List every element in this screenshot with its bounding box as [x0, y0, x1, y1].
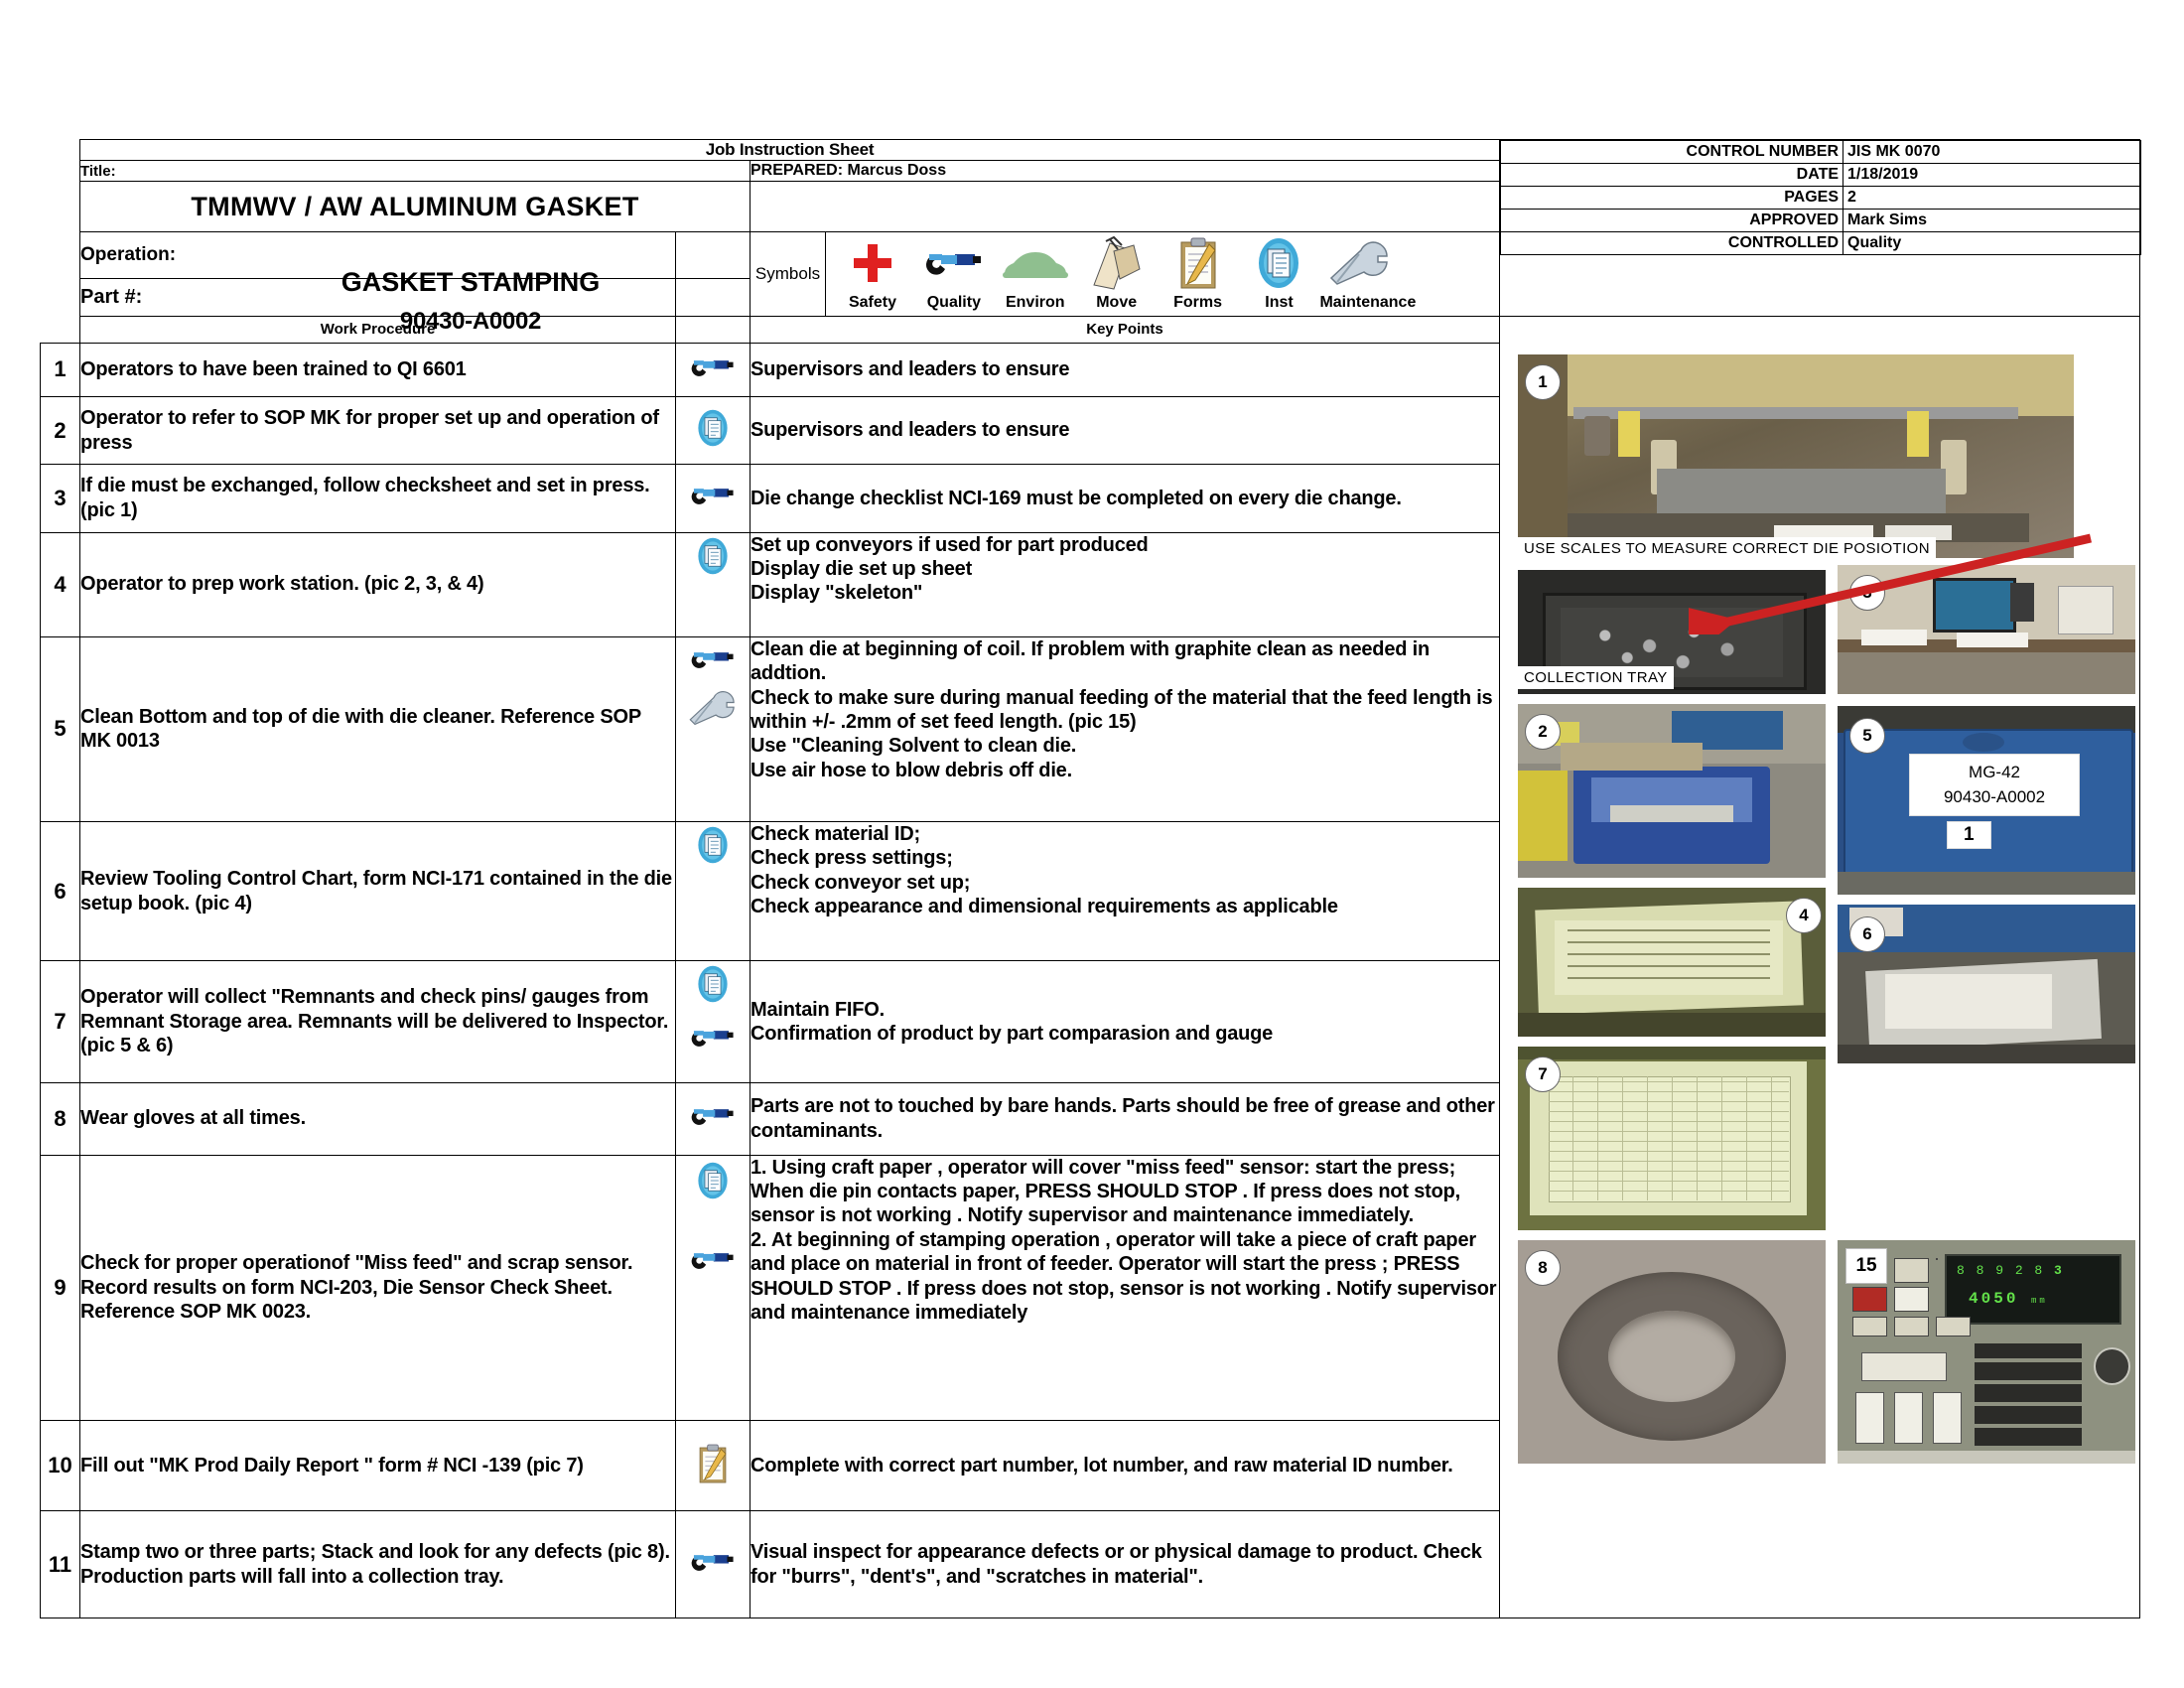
symbol-label-safety: Safety: [848, 294, 896, 311]
operation-label: Operation:: [80, 232, 676, 279]
step-number: 2: [41, 396, 80, 464]
step-number: 5: [41, 636, 80, 821]
step-number: 10: [41, 1420, 80, 1510]
photo-press-control-panel: 8 8 9 2 8 3 4050 mm: [1838, 1240, 2135, 1464]
inst-icon: [1239, 232, 1320, 294]
step-procedure: Operator to refer to SOP MK for proper set up and operation of press: [80, 396, 676, 464]
sheet-title: Job Instruction Sheet: [80, 140, 1500, 161]
safety-icon: [832, 232, 913, 294]
symbol-labels: [826, 294, 1499, 316]
step-procedure: Wear gloves at all times.: [80, 1082, 676, 1155]
symbol-safety: [832, 232, 913, 294]
prepared-spacer-1: [751, 182, 1500, 232]
photo-caption-1: USE SCALES TO MEASURE CORRECT DIE POSIOTION: [1518, 537, 1936, 560]
quality-icon: [913, 232, 995, 294]
step-keypoints: [751, 822, 1500, 961]
blank: [41, 182, 80, 232]
photo-badge-1: 1: [1525, 364, 1561, 400]
symbol-label-forms: Forms: [1173, 294, 1223, 311]
photo-panel-cell: [1500, 317, 2140, 1618]
symbol-inst: [1239, 232, 1320, 294]
tote-label-line1: MG-42: [1969, 763, 2020, 781]
step-symbol: [676, 343, 751, 396]
corner-blank: [41, 140, 80, 161]
inst-icon: [696, 965, 730, 1008]
step-number: 7: [41, 961, 80, 1083]
symbol-forms: [1158, 232, 1239, 294]
control-row: [1501, 164, 2141, 187]
keypoint-line: Display "skeleton": [751, 582, 923, 605]
step-procedure: Fill out "MK Prod Daily Report " form # NCI -139 (pic 7): [80, 1420, 676, 1510]
step-keypoints: Supervisors and leaders to ensure: [751, 343, 1500, 396]
inst-icon: [696, 537, 730, 580]
keypoint-line: Check conveyor set up;: [751, 871, 971, 894]
keypoint-line: Check press settings;: [751, 847, 953, 870]
control-row: [1501, 141, 2141, 164]
red-arrow-annotation: [1689, 530, 2106, 634]
keypoint-line: Display die set up sheet: [751, 557, 973, 580]
photo-gasket-part: [1518, 1240, 1826, 1464]
blank: [41, 161, 80, 182]
step-keypoints: Parts are not to touched by bare hands. Parts should be free of grease and other contaminants.: [751, 1082, 1500, 1155]
photo-badge-8: 8: [1525, 1250, 1561, 1286]
step-procedure: Operator will collect "Remnants and check pins/ gauges from Remnant Storage area. Remnants will be delivered to Inspector. (pic 5 & 6): [80, 961, 676, 1083]
step-procedure: Clean Bottom and top of die with die cleaner. Reference SOP MK 0013: [80, 636, 676, 821]
control-row: [1501, 187, 2141, 210]
photo-badge-5: 5: [1849, 718, 1885, 754]
column-header-key-points: Key Points: [751, 317, 1500, 344]
keypoint-line: Clean die at beginning of coil. If problem with graphite clean as needed in addtion.: [751, 637, 1430, 685]
step-procedure: Review Tooling Control Chart, form NCI-171 contained in the die setup book. (pic 4): [80, 822, 676, 961]
step-number: 6: [41, 822, 80, 961]
keypoint-line: 1. Using craft paper , operator will cover "miss feed" sensor: start the press; When die pin contacts paper, PRESS SHOULD STOP . If press does not stop, sensor is not working . Notify supervisor and maintenance immediately.: [751, 1156, 1460, 1227]
control-row: [1501, 232, 2141, 255]
maintenance-icon: [1319, 232, 1401, 294]
panel-feed-value: 4050: [1969, 1289, 2019, 1308]
photo-press-die: [1518, 354, 2074, 558]
step-symbol: [676, 396, 751, 464]
blank: [41, 279, 80, 317]
control-key-pages: PAGES: [1501, 187, 1843, 210]
step-symbol: [676, 465, 751, 532]
keypoint-line: Set up conveyors if used for part produced: [751, 533, 1149, 556]
tote-part-label: [1909, 754, 2080, 816]
control-value-approved: Mark Sims: [1843, 210, 2141, 232]
step-procedure: Stamp two or three parts; Stack and look for any defects (pic 8). Production parts will fall into a collection tray.: [80, 1511, 676, 1618]
keypoint-line: Check material ID;: [751, 823, 920, 846]
symbol-label-move: Move: [1096, 294, 1138, 311]
symbol-move: [1076, 232, 1158, 294]
environ-icon: [995, 232, 1076, 294]
keypoint-line: Maintain FIFO.: [751, 998, 885, 1021]
control-value-date: 1/18/2019: [1843, 164, 2141, 187]
symbol-label-environ: Environ: [1005, 294, 1065, 311]
column-header-work-procedure: Work Procedure: [80, 317, 676, 344]
inst-icon: [696, 826, 730, 869]
panel-prod-count: 3: [2054, 1262, 2064, 1278]
symbol-environ: [995, 232, 1076, 294]
step-keypoints: Die change checklist NCI-169 must be completed on every die change.: [751, 465, 1500, 532]
step-number: 8: [41, 1082, 80, 1155]
maintenance-icon: [688, 690, 738, 731]
photo-panel: [1500, 317, 2139, 1618]
keypoint-line: Use "Cleaning Solvent to clean die.: [751, 735, 1077, 758]
part-label: Part #:: [80, 279, 676, 317]
step-symbol: [676, 532, 751, 636]
control-value-control-number: JIS MK 0070: [1843, 141, 2141, 164]
control-key-control-number: CONTROL NUMBER: [1501, 141, 1843, 164]
inst-icon: [696, 1162, 730, 1204]
photo-caption-2: COLLECTION TRAY: [1518, 666, 1674, 689]
document-title: TMMWV / AW ALUMINUM GASKET: [80, 182, 751, 232]
quality-icon: [690, 1244, 736, 1281]
symbol-label-maintenance: Maintenance: [1319, 294, 1417, 311]
control-key-controlled: CONTROLLED: [1501, 232, 1843, 255]
blank: [41, 232, 80, 279]
control-key-date: DATE: [1501, 164, 1843, 187]
quality-icon: [690, 1546, 736, 1583]
keypoint-line: 2. At beginning of stamping operation , operator will take a piece of craft paper and place on material in front of feeder. Operator will start the press ; PRESS SHOULD STOP . If press does not stop, sensor is not working . Notify supervisor and maintenance immediately: [751, 1228, 1497, 1324]
photo-badge-15: 15: [1845, 1248, 1887, 1284]
photo-badge-7: 7: [1525, 1056, 1561, 1092]
symbols-cell: [751, 232, 1500, 317]
step-symbol: [676, 1082, 751, 1155]
step-number: 9: [41, 1155, 80, 1420]
control-value-pages: 2: [1843, 187, 2141, 210]
step-symbol: [676, 1155, 751, 1420]
step-procedure: Operator to prep work station. (pic 2, 3, & 4): [80, 532, 676, 636]
photo-badge-6: 6: [1849, 916, 1885, 952]
photo-die-setup-sheet: [1518, 888, 1826, 1037]
symbol-maintenance: [1319, 232, 1401, 294]
symbols-label: Symbols: [751, 232, 826, 316]
photo-daily-report-form: [1518, 1047, 1826, 1230]
control-block: [1500, 140, 2141, 255]
header-row-1: [41, 140, 2140, 161]
keypoint-line: Use air hose to blow debris off die.: [751, 759, 1072, 781]
step-number: 3: [41, 465, 80, 532]
photo-blue-bin: [1518, 704, 1826, 878]
keypoint-line: Check appearance and dimensional requirements as applicable: [751, 896, 1338, 918]
symbol-label-quality: Quality: [926, 294, 981, 311]
step-keypoints: Visual inspect for appearance defects or or physical damage to product. Check for "burrs", "dent's", and "scratches in material".: [751, 1511, 1500, 1618]
inst-icon: [696, 409, 730, 452]
prepared-by: PREPARED: Marcus Doss: [751, 161, 1500, 182]
control-value-controlled: Quality: [1843, 232, 2141, 255]
move-icon: [1076, 232, 1158, 294]
step-keypoints: [751, 1155, 1500, 1420]
step-keypoints: Complete with correct part number, lot number, and raw material ID number.: [751, 1420, 1500, 1510]
keypoint-line: Confirmation of product by part comparasion and gauge: [751, 1022, 1274, 1045]
symbol-icons: [826, 232, 1499, 294]
symbol-quality: [913, 232, 995, 294]
keypoint-line: Check to make sure during manual feeding of the material that the feed length is within +/- .2mm of set feed length. (pic 15): [751, 686, 1493, 733]
control-key-approved: APPROVED: [1501, 210, 1843, 232]
quality-icon: [690, 1100, 736, 1137]
step-symbol: [676, 1511, 751, 1618]
step-procedure: Operators to have been trained to QI 6601: [80, 343, 676, 396]
step-number: 4: [41, 532, 80, 636]
job-instruction-sheet: [40, 139, 2139, 1618]
step-symbol: [676, 822, 751, 961]
panel-units: mm: [2031, 1295, 2048, 1306]
step-keypoints: Supervisors and leaders to ensure: [751, 396, 1500, 464]
step-keypoints: [751, 532, 1500, 636]
step-number: 1: [41, 343, 80, 396]
step-symbol: [676, 1420, 751, 1510]
control-block-cell: [1500, 140, 2140, 317]
step-procedure: If die must be exchanged, follow checksheet and set in press. (pic 1): [80, 465, 676, 532]
forms-icon: [1158, 232, 1239, 294]
operation-value: GASKET STAMPING: [341, 267, 601, 297]
step-symbol: [676, 961, 751, 1083]
part-value: 90430-A0002: [399, 308, 542, 335]
symbol-label-inst: Inst: [1265, 294, 1294, 311]
photo-badge-4: 4: [1786, 898, 1822, 933]
quality-icon: [690, 643, 736, 680]
step-keypoints: [751, 636, 1500, 821]
forms-icon: [697, 1443, 729, 1489]
blank: [41, 317, 80, 344]
quality-icon: [690, 352, 736, 388]
step-keypoints: [751, 961, 1500, 1083]
quality-icon: [690, 480, 736, 516]
tote-label-line2: 90430-A0002: [1943, 786, 2046, 806]
step-symbol: [676, 636, 751, 821]
step-number: 11: [41, 1511, 80, 1618]
sheet-table: [40, 139, 2140, 1618]
photo-badge-2: 2: [1525, 714, 1561, 750]
control-row: [1501, 210, 2141, 232]
step-procedure: Check for proper operationof "Miss feed" and scrap sensor. Record results on form NCI-203, Die Sensor Check Sheet. Reference SOP MK 0023.: [80, 1155, 676, 1420]
quality-icon: [690, 1022, 736, 1058]
tote-label-number: 1: [1947, 821, 1991, 849]
title-label: Title:: [80, 161, 751, 182]
